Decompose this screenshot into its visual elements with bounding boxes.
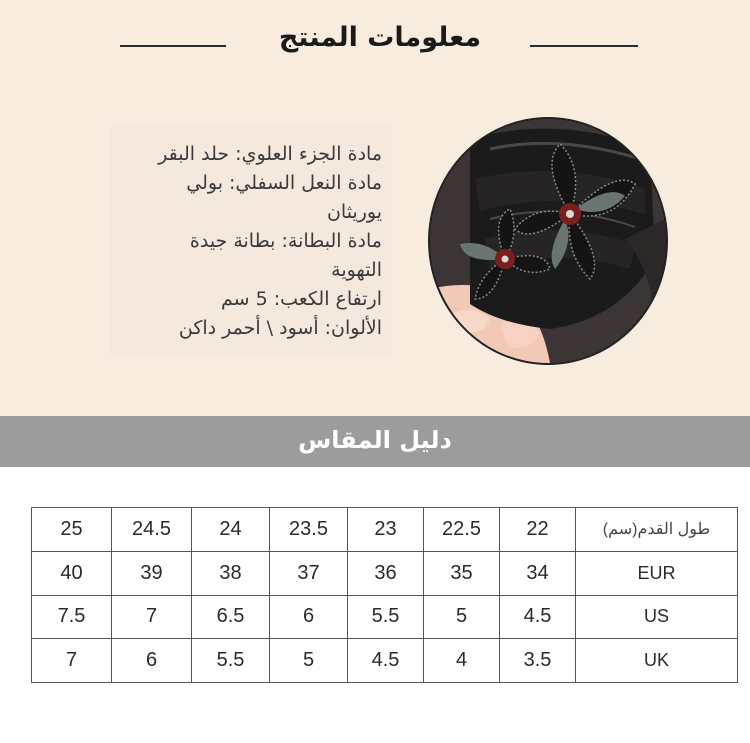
table-cell: 25 [32,508,112,552]
table-cell: 37 [270,551,348,595]
spec-line: التهوية [331,259,382,281]
table-row-foot-length [32,508,738,552]
table-cell: 7 [32,639,112,683]
table-cell: 36 [348,551,424,595]
table-cell: 5.5 [192,639,270,683]
table-cell: 34 [500,551,576,595]
size-guide-title: دليل المقاس [298,426,452,454]
sandal-closeup-image [430,119,666,363]
table-cell: 5 [424,595,500,639]
row-header-us: US [576,595,738,639]
table-cell: 38 [192,551,270,595]
table-cell: 6.5 [192,595,270,639]
product-detail-photo [428,117,668,365]
section-title: معلومات المنتج [278,22,482,53]
table-cell: 22.5 [424,508,500,552]
table-cell: 5 [270,639,348,683]
table-cell: 4.5 [500,595,576,639]
size-chart-table [31,507,738,683]
table-row-us [32,595,738,639]
table-cell: 4.5 [348,639,424,683]
spec-line: الألوان: أسود \ أحمر داكن [178,317,382,339]
table-cell: 24.5 [112,508,192,552]
row-header-uk: UK [576,639,738,683]
table-cell: 35 [424,551,500,595]
table-cell: 23 [348,508,424,552]
table-cell: 7.5 [32,595,112,639]
title-rule-left [120,45,226,47]
spec-line: يوريثان [326,201,382,223]
spec-list [100,140,382,343]
table-cell: 22 [500,508,576,552]
table-cell: 39 [112,551,192,595]
table-cell: 5.5 [348,595,424,639]
spec-line: ارتفاع الكعب: 5 سم [220,288,382,310]
spec-line: مادة البطانة: بطانة جيدة [189,230,382,252]
spec-line: مادة النعل السفلي: بولي [186,172,382,194]
table-row-eur [32,551,738,595]
row-header-eur: EUR [576,551,738,595]
table-row-uk [32,639,738,683]
table-cell: 23.5 [270,508,348,552]
spec-line: مادة الجزء العلوي: حلد البقر [158,143,382,165]
title-rule-right [530,45,638,47]
table-cell: 7 [112,595,192,639]
table-cell: 6 [112,639,192,683]
table-cell: 40 [32,551,112,595]
row-header-foot-length: طول القدم(سم) [576,508,738,552]
table-cell: 4 [424,639,500,683]
table-cell: 3.5 [500,639,576,683]
table-cell: 6 [270,595,348,639]
table-cell: 24 [192,508,270,552]
